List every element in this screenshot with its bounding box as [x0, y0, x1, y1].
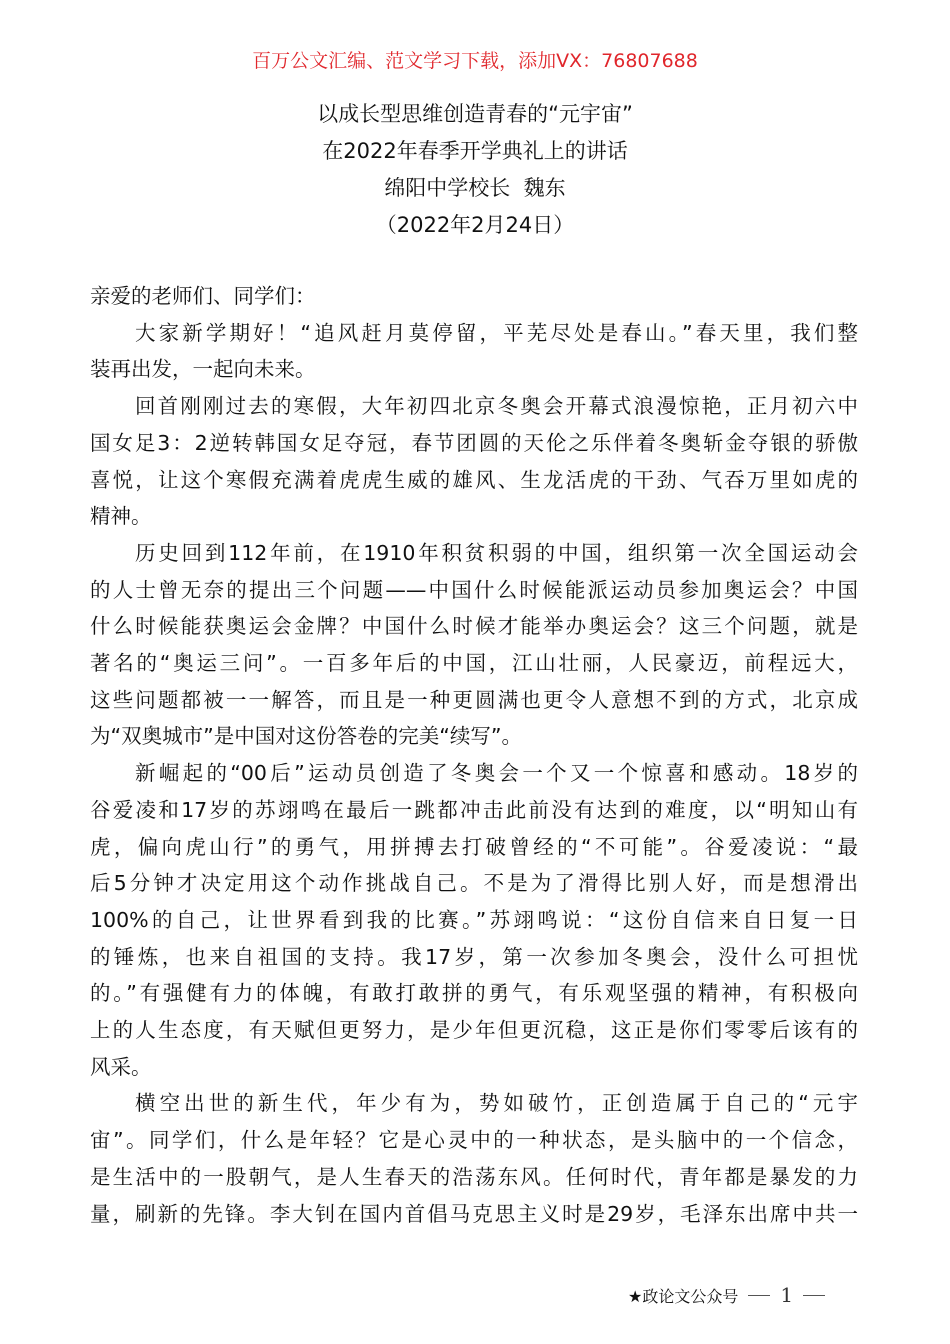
paragraph-line: 横空出世的新生代，年少有为，势如破竹，正创造属于自己的“元宇: [135, 1091, 858, 1116]
body-text: [90, 278, 858, 1232]
paragraph-line: 谷爱凌和17岁的苏翊鸣在最后一跳都冲击此前没有达到的难度，以“明知山有: [90, 797, 858, 822]
dash-left: [748, 1295, 770, 1296]
paragraph-line: 上的人生态度，有天赋但更努力，是少年但更沉稳，这正是你们零零后该有的: [90, 1018, 858, 1043]
speech-subtitle: 在2022年春季开学典礼上的讲话: [322, 139, 628, 163]
paragraph-line: 虎，偏向虎山行”的勇气，用拼搏去打破曾经的“不可能”。谷爱凌说：“最: [90, 834, 858, 859]
paragraph-line: 的人士曾无奈的提出三个问题——中国什么时候能派运动员参加奥运会？中国: [90, 577, 858, 602]
paragraph-line: 回首刚刚过去的寒假，大年初四北京冬奥会开幕式浪漫惊艳，正月初六中: [135, 394, 858, 419]
salutation: 亲爱的老师们、同学们：: [90, 284, 316, 308]
dash-right: [803, 1295, 825, 1296]
paragraph-line: 风采。: [90, 1054, 152, 1079]
paragraph-line: 什么时候能获奥运会金牌？中国什么时候才能举办奥运会？这三个问题，就是: [90, 614, 858, 639]
speech-title: 以成长型思维创造青春的“元宇宙”: [317, 102, 633, 126]
page-footer: [628, 1283, 825, 1307]
page-number: 1: [780, 1283, 794, 1307]
paragraph-line: 为“双奥城市”是中国对这份答卷的完美“续写”。: [90, 724, 522, 749]
paragraph-line: 精神。: [90, 504, 152, 529]
paragraph-line: 历史回到112年前，在1910年积贫积弱的中国，组织第一次全国运动会: [135, 540, 858, 565]
paragraph-line: 100%的自己，让世界看到我的比赛。”苏翊鸣说：“这份自信来自日复一日: [90, 907, 858, 932]
paragraph-line: 著名的“奥运三问”。一百多年后的中国，江山壮丽，人民豪迈，前程远大，: [90, 651, 858, 676]
paragraph-line: 国女足3：2逆转韩国女足夺冠，春节团圆的天伦之乐伴着冬奥斩金夺银的骄傲: [90, 430, 858, 455]
paragraph-line: 新崛起的“00后”运动员创造了冬奥会一个又一个惊喜和感动。18岁的: [135, 761, 858, 786]
paragraph-line: 是生活中的一股朝气，是人生春天的浩荡东风。任何时代，青年都是暴发的力: [90, 1164, 858, 1189]
paragraph-line: 装再出发，一起向未来。: [90, 357, 316, 382]
footer-source: ★政论文公众号: [628, 1286, 739, 1306]
promo-banner: 百万公文汇编、范文学习下载，添加VX：76807688: [252, 50, 698, 72]
paragraph-line: 宙”。同学们，什么是年轻？它是心灵中的一种状态，是头脑中的一个信念，: [90, 1128, 858, 1153]
speaker: 绵阳中学校长 魏东: [384, 176, 566, 200]
paragraph-line: 大家新学期好！“追风赶月莫停留，平芜尽处是春山。”春天里，我们整: [135, 320, 858, 345]
title-block: [0, 96, 950, 244]
paragraph-line: 这些问题都被一一解答，而且是一种更圆满也更令人意想不到的方式，北京成: [90, 687, 858, 712]
paragraph-line: 后5分钟才决定用这个动作挑战自己。不是为了滑得比别人好，而是想滑出: [90, 871, 858, 896]
paragraph-line: 的锤炼，也来自祖国的支持。我17岁，第一次参加冬奥会，没什么可担忧: [90, 944, 858, 969]
paragraph-line: 的。”有强健有力的体魄，有敢打敢拼的勇气，有乐观坚强的精神，有积极向: [90, 981, 858, 1006]
speech-date: （2022年2月24日）: [375, 213, 575, 237]
paragraph-line: 喜悦，让这个寒假充满着虎虎生威的雄风、生龙活虎的干劲、气吞万里如虎的: [90, 467, 858, 492]
paragraph-line: 量，刷新的先锋。李大钊在国内首倡马克思主义时是29岁，毛泽东出席中共一: [90, 1201, 858, 1226]
